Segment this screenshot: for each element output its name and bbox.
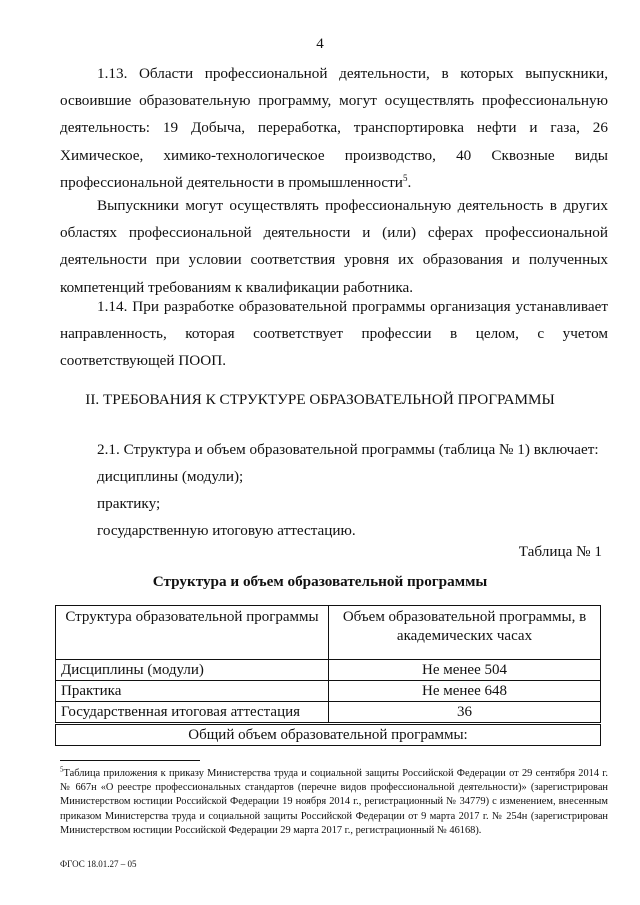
footnote-divider (60, 760, 200, 761)
table-title: Структура и объем образовательной программы (152, 573, 488, 590)
table-row (56, 681, 601, 702)
table-cell: 36 (329, 702, 601, 724)
table-label: Таблица № 1 (518, 543, 602, 560)
list-intro: 2.1. Структура и объем образовательной программы (таблица № 1) включает: (97, 441, 599, 458)
list-item: государственную итоговую аттестацию. (97, 522, 356, 539)
list-item: дисциплины (модули); (97, 468, 244, 485)
paragraph-graduates: Выпускники могут осуществлять профессиональную деятельность в других областях профессиональной деятельности и (или) сферах профессиональной деятельности при условии соответствия уровня их образования и полученных компетенций требованиям к квалификации работника. (60, 197, 608, 296)
table-cell: Государственная итоговая аттестация (56, 702, 329, 724)
paragraph-1-13-text: 1.13. Области профессиональной деятельности, в которых выпускники, освоившие образовательную программу, могут осуществлять профессиональную деятельность: 19 Добыча, переработка, транспортировка нефти и газа, 26 Химическое, химико-технологическое производство, 40 Сквозные виды профессиональной деятельности в промышленности (60, 65, 608, 191)
paragraph-1-14: 1.14. При разработке образовательной программы организация устанавливает направленность, которая соответствует профессии в целом, с учетом соответствующей ПООП. (60, 298, 608, 370)
table-header-row (56, 606, 601, 660)
table-row (56, 660, 601, 681)
table-total-row (56, 724, 601, 746)
footnote-reference: 5 (402, 172, 408, 183)
paragraph-1-13: 1.13. Области профессиональной деятельности, в которых выпускники, освоившие образовательную программу, могут осуществлять профессиональную деятельность: 19 Добыча, переработка, транспортировка нефти и газа, 26 Химическое, химико-технологическое производство, 40 Сквозные виды профессиональной деятельности в промышленности$^5$. (60, 65, 608, 191)
list-item: практику; (97, 495, 161, 512)
document-code: ФГОС 18.01.27 – 05 (60, 859, 137, 869)
footnote-text: Таблица приложения к приказу Министерства труда и социальной защиты Российской Федерации от 29 сентября 2014 г. № 667н «О реестре профессиональных стандартов (перечне видов профессиональной деятельности)» (зарегистрирован Министерством юстиции Российской Федерации 19 ноября 2014 г., регистрационный № 34779) с изменением, внесенным приказом Министерства труда и социальной защиты Российской Федерации от 9 марта 2017 г. № 254н (зарегистрирован Министерством юстиции Российской Федерации 29 марта 2017 г., регистрационный № 46168). (60, 768, 608, 836)
table-header-cell: Объем образовательной программы, в академических часах (329, 606, 601, 660)
table-cell: Практика (56, 681, 329, 702)
table-header-cell: Структура образовательной программы (56, 606, 329, 660)
table-cell: Не менее 648 (329, 681, 601, 702)
section-heading: II. ТРЕБОВАНИЯ К СТРУКТУРЕ ОБРАЗОВАТЕЛЬНОЙ ПРОГРАММЫ (85, 391, 555, 408)
table-row (56, 702, 601, 724)
footnote-mark: 5 (60, 765, 64, 774)
structure-table (55, 605, 601, 746)
table-cell: Дисциплины (модули) (56, 660, 329, 681)
table-total-cell: Общий объем образовательной программы: (56, 724, 601, 746)
table-cell: Не менее 504 (329, 660, 601, 681)
page-number: 4 (316, 36, 324, 52)
footnote (60, 767, 608, 838)
